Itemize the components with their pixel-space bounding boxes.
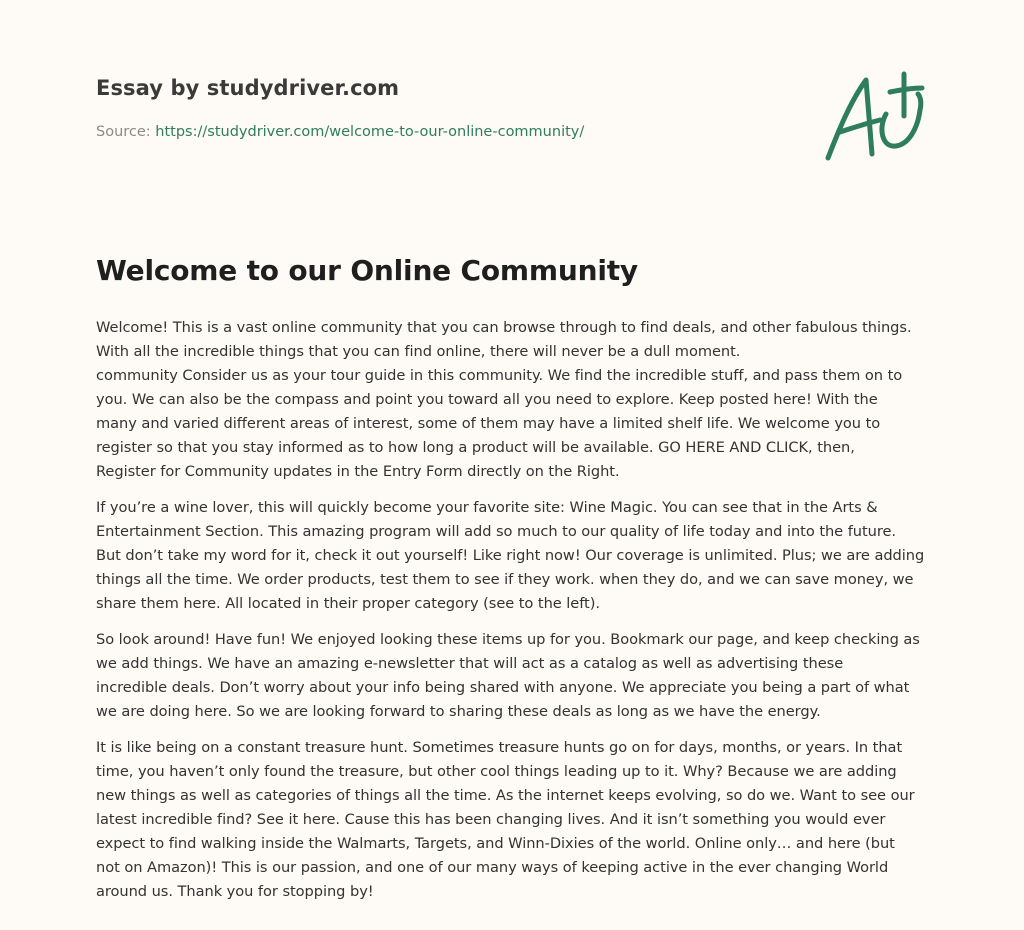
site-title: Essay by studydriver.com [96, 76, 400, 100]
paragraph-line: not on Amazon)! This is our passion, and one of our many ways of keeping active in the ever changing World [96, 859, 889, 876]
source-link[interactable]: https://studydriver.com/welcome-to-our-online-community/ [155, 124, 585, 140]
paragraph-line: If you’re a wine lover, this will quickly become your favorite site: Wine Magic. You can see that in the Arts & [96, 499, 878, 516]
paragraph-line: latest incredible find? See it here. Cause this has been changing lives. And it isn’t something you would ever [96, 811, 886, 828]
paragraph-line: around us. Thank you for stopping by! [96, 883, 374, 900]
paragraph-line: things all the time. We order products, test them to see if they work. when they do, and we can save money, we [96, 571, 914, 588]
paragraph-line: But don’t take my word for it, check it out yourself! Like right now! Our coverage is unlimited. Plus; we are adding [96, 547, 925, 564]
paragraph-line: many and varied different areas of interest, some of them may have a limited shelf life. We welcome you to [96, 415, 881, 432]
body-paragraph [96, 496, 930, 616]
paragraph-line: It is like being on a constant treasure hunt. Sometimes treasure hunts go on for days, months, or years. In that [96, 739, 903, 756]
body-paragraph [96, 316, 930, 484]
paragraph-line: Register for Community updates in the Entry Form directly on the Right. [96, 463, 620, 480]
paragraph-line: With all the incredible things that you can find online, there will never be a dull moment. [96, 343, 741, 360]
paragraph-line: community Consider us as your tour guide in this community. We find the incredible stuff, and pass them on to [96, 367, 903, 384]
article-body [96, 316, 930, 916]
body-paragraph [96, 736, 930, 904]
paragraph-line: Welcome! This is a vast online community that you can browse through to find deals, and other fabulous things. [96, 319, 912, 336]
paragraph-line: Entertainment Section. This amazing program will add so much to our quality of life today and into the future. [96, 523, 897, 540]
body-paragraph [96, 628, 930, 724]
paragraph-line: register so that you stay informed as to how long a product will be available. GO HERE AND CLICK, then, [96, 439, 855, 456]
paragraph-line: expect to find walking inside the Walmarts, Targets, and Winn-Dixies of the world. Online only… and here (but [96, 835, 895, 852]
paragraph-line: new things as well as categories of things all the time. As the internet keeps evolving, so do we. Want to see our [96, 787, 915, 804]
a-plus-grade-icon [820, 66, 930, 166]
source-line [96, 124, 584, 140]
paragraph-line: incredible deals. Don’t worry about your info being shared with anyone. We appreciate you being a part of what [96, 679, 910, 696]
paragraph-line: we are doing here. So we are looking forward to sharing these deals as long as we have the energy. [96, 703, 821, 720]
paragraph-line: So look around! Have fun! We enjoyed looking these items up for you. Bookmark our page, and keep checking as [96, 631, 920, 648]
paragraph-line: time, you haven’t only found the treasure, but other cool things leading up to it. Why? Because we are adding [96, 763, 897, 780]
article-title: Welcome to our Online Community [96, 254, 638, 287]
paragraph-line: we add things. We have an amazing e-newsletter that will act as a catalog as well as advertising these [96, 655, 844, 672]
paragraph-line: you. We can also be the compass and point you toward all you need to explore. Keep posted here! With the [96, 391, 878, 408]
source-label: Source: [96, 124, 151, 140]
paragraph-line: share them here. All located in their proper category (see to the left). [96, 595, 600, 612]
